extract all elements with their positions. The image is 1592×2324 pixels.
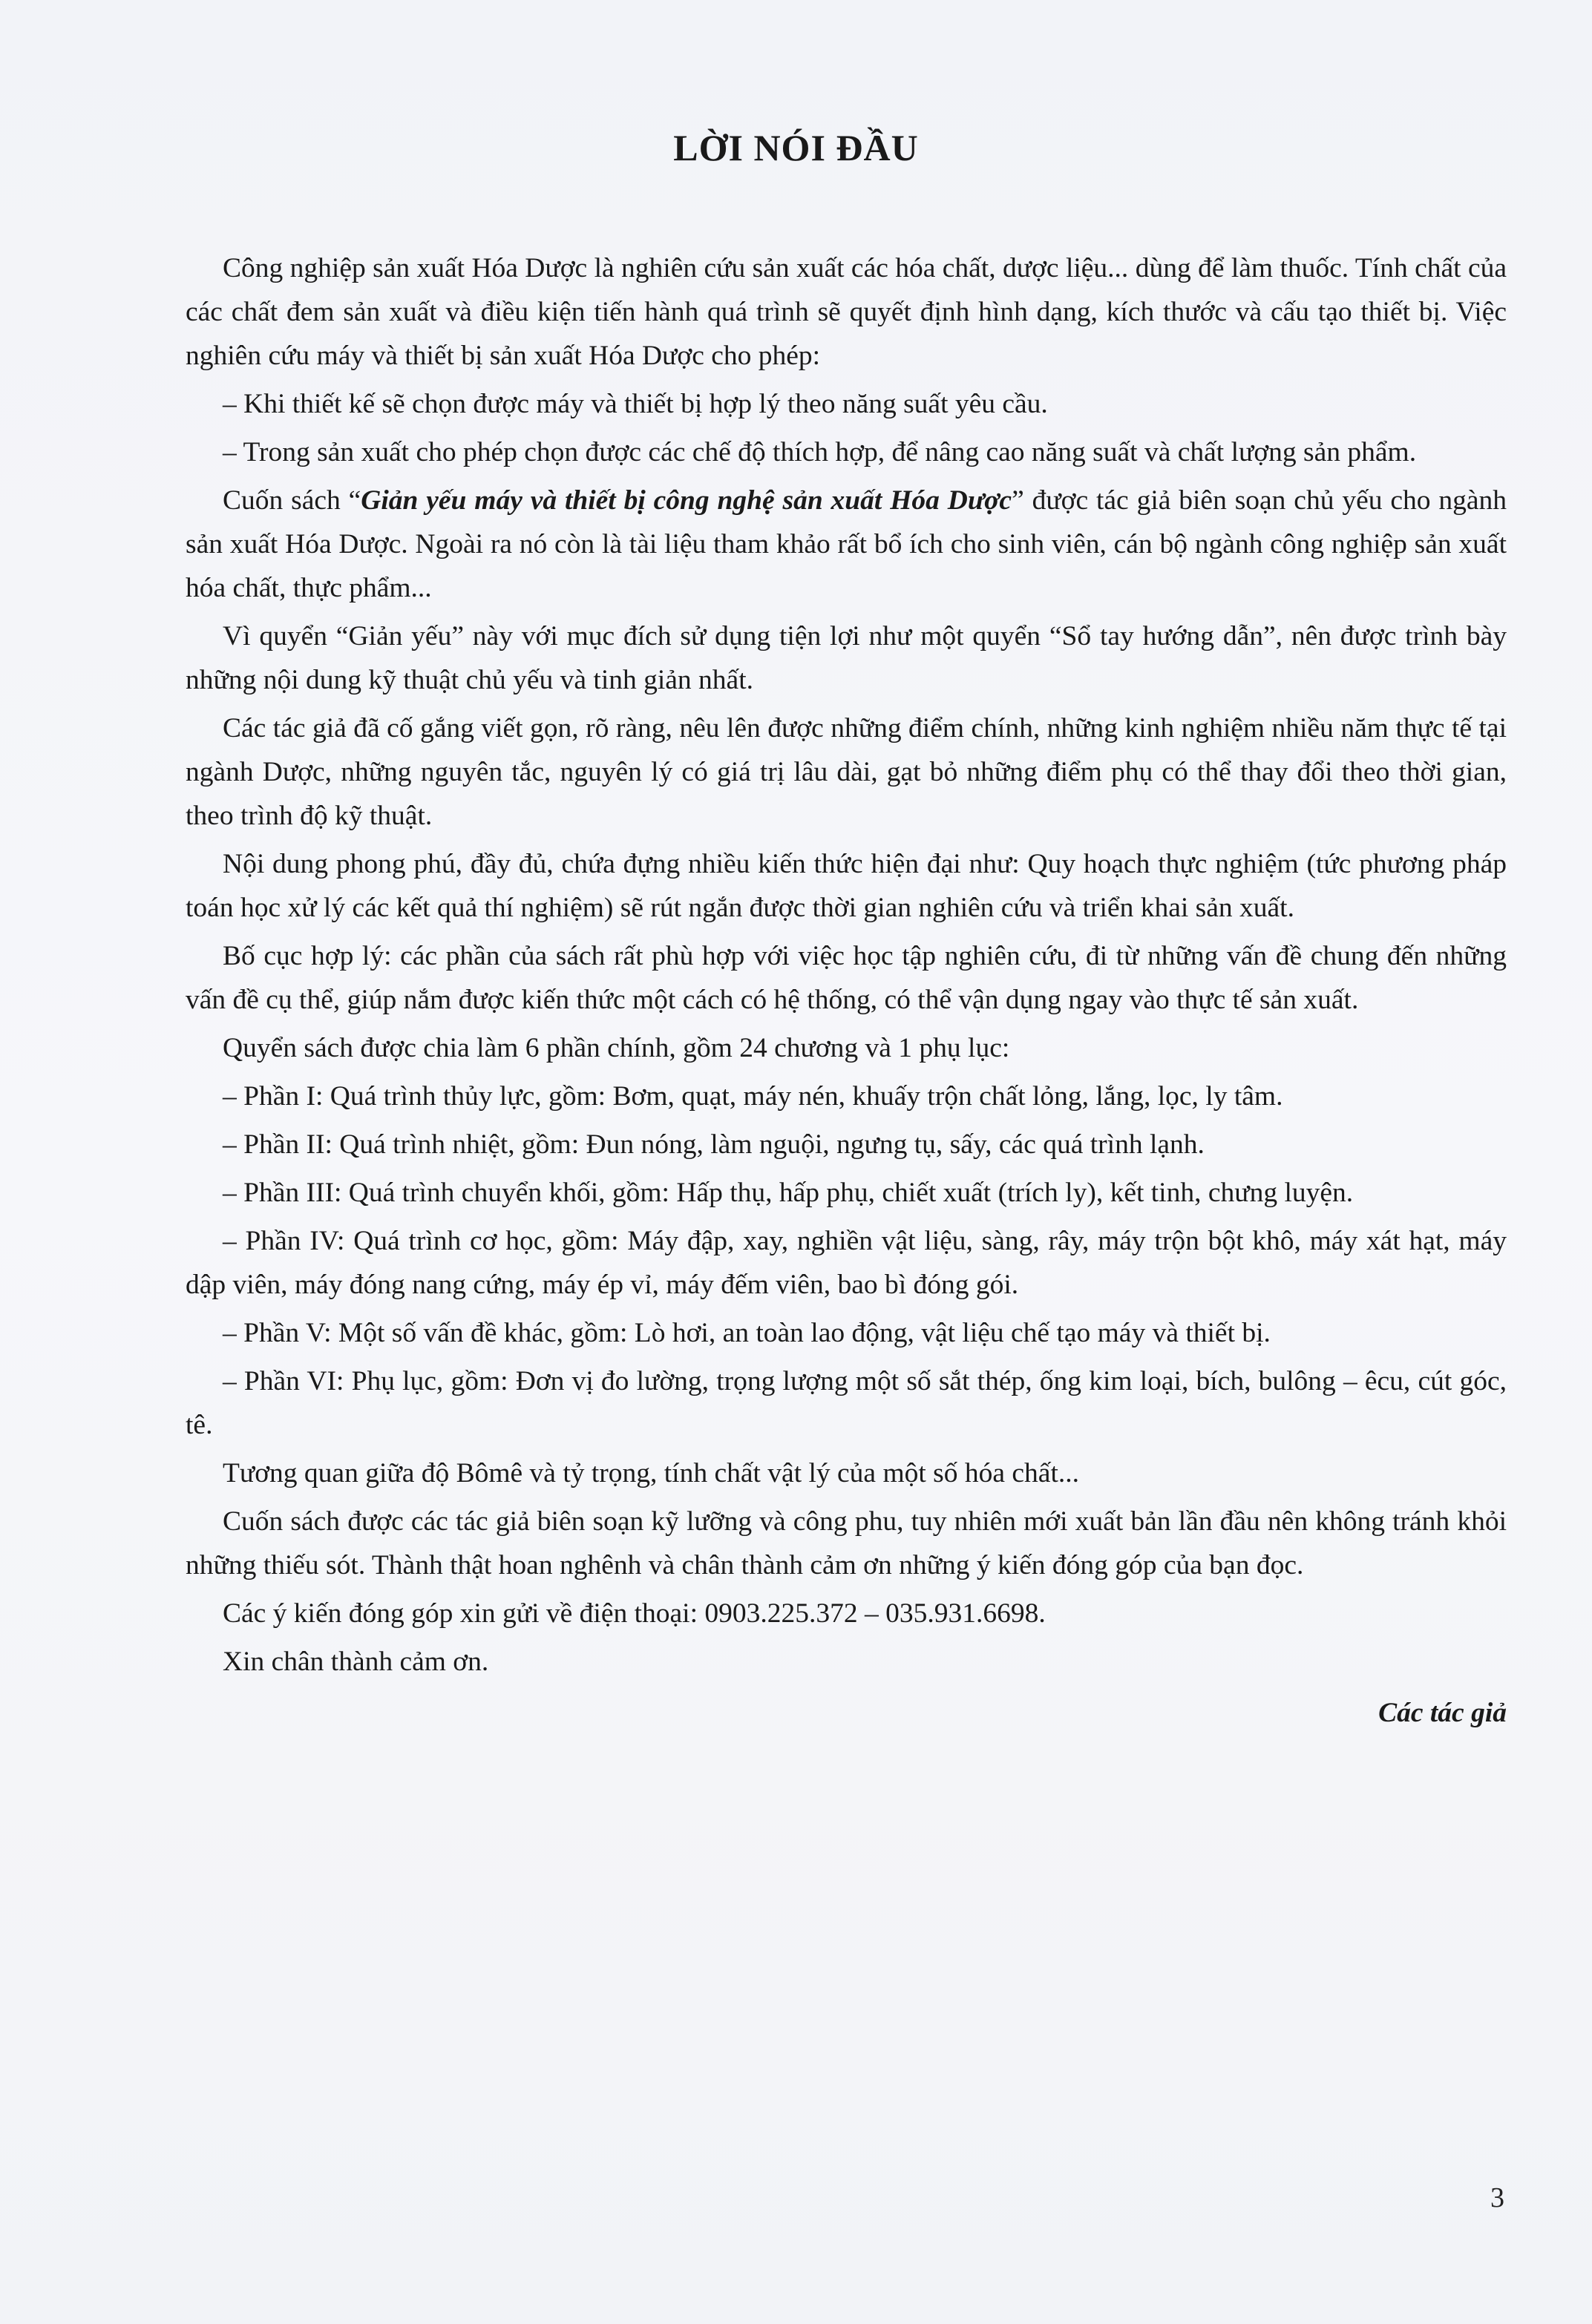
paragraph: – Phần I: Quá trình thủy lực, gồm: Bơm, quạt, máy nén, khuấy trộn chất lỏng, lắng, lọc, ly tâm. [223, 1081, 1283, 1112]
paragraph: – Khi thiết kế sẽ chọn được máy và thiết bị hợp lý theo năng suất yêu cầu. [223, 389, 1048, 419]
book-intro-paragraph [186, 479, 1507, 610]
paragraph: Xin chân thành cảm ơn. [223, 1647, 489, 1677]
paragraph: Các ý kiến đóng góp xin gửi về điện thoại: 0903.225.372 – 035.931.6698. [223, 1598, 1046, 1629]
paragraph: Các tác giả đã cố gắng viết gọn, rõ ràng, nêu lên được những điểm chính, những kinh nghiệm nhiều năm thực tế tại ngành Dược, những nguyên tắc, nguyên lý có giá trị lâu dài, gạt bỏ những điểm phụ có thể thay đổi theo thời gian, theo trình độ kỹ thuật. [186, 713, 1507, 831]
paragraph: Công nghiệp sản xuất Hóa Dược là nghiên cứu sản xuất các hóa chất, dược liệu... dùng để làm thuốc. Tính chất của các chất đem sản xuất và điều kiện tiến hành quá trình sẽ quyết định hình dạng, kích thước và cấu tạo thiết bị. Việc nghiên cứu máy và thiết bị sản xuất Hóa Dược cho phép: [186, 253, 1507, 371]
paragraph: Tương quan giữa độ Bômê và tỷ trọng, tính chất vật lý của một số hóa chất... [223, 1458, 1079, 1488]
body-text [186, 246, 1507, 1739]
page-number: 3 [1490, 2182, 1504, 2213]
paragraph: – Trong sản xuất cho phép chọn được các chế độ thích hợp, để nâng cao năng suất và chất lượng sản phẩm. [223, 437, 1417, 467]
book-intro-after: ” được tác giả biên soạn chủ yếu cho ngành sản xuất Hóa Dược. Ngoài ra nó còn là tài liệu tham khảo rất bổ ích cho sinh viên, cán bộ ngành công nghiệp sản xuất hóa chất, thực phẩm... [186, 485, 1507, 603]
paragraph: – Phần IV: Quá trình cơ học, gồm: Máy đập, xay, nghiền vật liệu, sàng, rây, máy trộn bột khô, máy xát hạt, máy dập viên, máy đóng nang cứng, máy ép vỉ, máy đếm viên, bao bì đóng gói. [186, 1226, 1507, 1300]
paragraph: – Phần III: Quá trình chuyển khối, gồm: Hấp thụ, hấp phụ, chiết xuất (trích ly), kết tinh, chưng luyện. [223, 1178, 1354, 1208]
book-intro-before: Cuốn sách “ [223, 485, 361, 516]
paragraph: – Phần VI: Phụ lục, gồm: Đơn vị đo lường, trọng lượng một số sắt thép, ống kim loại, bích, bulông – êcu, cút góc, tê. [186, 1366, 1507, 1440]
book-title: Giản yếu máy và thiết bị công nghệ sản xuất Hóa Dược [361, 485, 1012, 516]
paragraph: – Phần V: Một số vấn đề khác, gồm: Lò hơi, an toàn lao động, vật liệu chế tạo máy và thiết bị. [223, 1318, 1271, 1348]
paragraph: Quyển sách được chia làm 6 phần chính, gồm 24 chương và 1 phụ lục: [223, 1033, 1010, 1063]
paragraph: Bố cục hợp lý: các phần của sách rất phù hợp với việc học tập nghiên cứu, đi từ những vấn đề chung đến những vấn đề cụ thể, giúp nắm được kiến thức một cách có hệ thống, có thể vận dụng ngay vào thực tế sản xuất. [186, 941, 1507, 1015]
paragraph: Cuốn sách được các tác giả biên soạn kỹ lưỡng và công phu, tuy nhiên mới xuất bản lần đầu nên không tránh khỏi những thiếu sót. Thành thật hoan nghênh và chân thành cảm ơn những ý kiến đóng góp của bạn đọc. [186, 1506, 1507, 1580]
page-title: LỜI NÓI ĐẦU [673, 127, 919, 168]
paragraph: Vì quyển “Giản yếu” này với mục đích sử dụng tiện lợi như một quyển “Sổ tay hướng dẫn”, nên được trình bày những nội dung kỹ thuật chủ yếu và tinh giản nhất. [186, 621, 1507, 695]
signature: Các tác giả [1378, 1698, 1507, 1728]
paragraph: – Phần II: Quá trình nhiệt, gồm: Đun nóng, làm nguội, ngưng tụ, sấy, các quá trình lạnh. [223, 1129, 1205, 1160]
paragraph: Nội dung phong phú, đầy đủ, chứa đựng nhiều kiến thức hiện đại như: Quy hoạch thực nghiệm (tức phương pháp toán học xử lý các kết quả thí nghiệm) sẽ rút ngắn được thời gian nghiên cứu và triển khai sản xuất. [186, 849, 1507, 923]
